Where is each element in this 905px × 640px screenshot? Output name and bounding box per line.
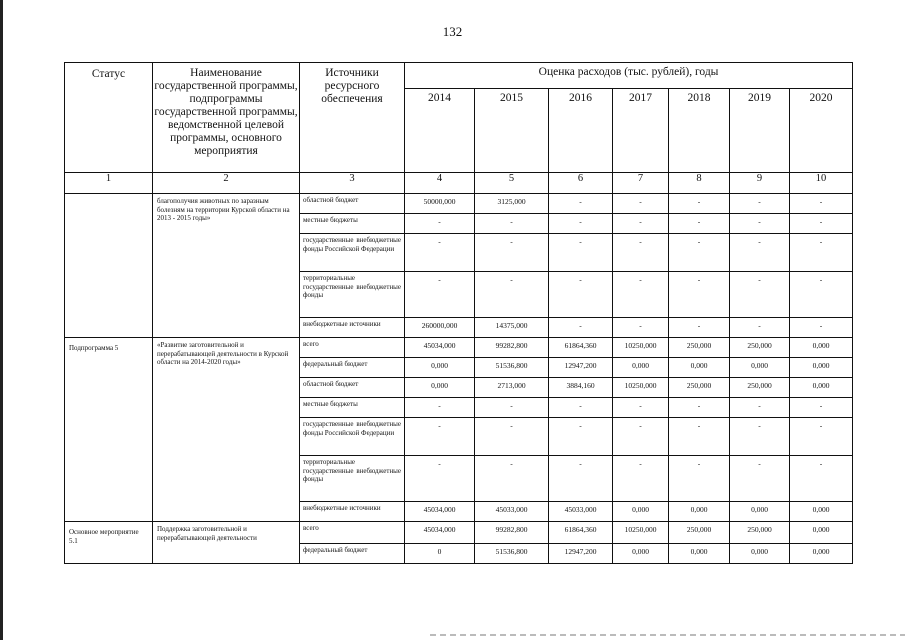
table-row — [65, 194, 853, 214]
value-cell: - — [730, 318, 790, 338]
value-cell: - — [405, 214, 475, 234]
value-cell: 250,000 — [669, 338, 730, 358]
value-cell: 45033,000 — [549, 502, 613, 522]
column-numbers-row — [65, 173, 853, 194]
status-cell — [65, 194, 153, 338]
value-cell: - — [669, 456, 730, 502]
column-number: 10 — [790, 173, 853, 194]
column-number: 2 — [153, 173, 300, 194]
source-cell: местные бюджеты — [300, 214, 405, 234]
program-name-cell: Поддержка заготовительной и перерабатывающей деятельности — [153, 522, 300, 564]
value-cell: - — [790, 418, 853, 456]
value-cell: - — [475, 398, 549, 418]
source-cell: федеральный бюджет — [300, 544, 405, 564]
source-cell: внебюджетные источники — [300, 502, 405, 522]
value-cell: 0,000 — [405, 358, 475, 378]
column-number: 8 — [669, 173, 730, 194]
program-name-cell: «Развитие заготовительной и перерабатывающей деятельности в Курской области на 2014-2020 годы» — [153, 338, 300, 522]
source-cell: территориальные государственные внебюджетные фонды — [300, 456, 405, 502]
column-number: 3 — [300, 173, 405, 194]
source-cell: всего — [300, 522, 405, 544]
value-cell: - — [549, 272, 613, 318]
header-year: 2019 — [730, 89, 790, 173]
value-cell: 45034,000 — [405, 502, 475, 522]
value-cell: - — [790, 234, 853, 272]
value-cell: - — [405, 272, 475, 318]
value-cell: 10250,000 — [613, 338, 669, 358]
header-year: 2018 — [669, 89, 730, 173]
value-cell: - — [790, 272, 853, 318]
value-cell: 14375,000 — [475, 318, 549, 338]
value-cell: - — [549, 214, 613, 234]
value-cell: 250,000 — [730, 378, 790, 398]
value-cell: 3125,000 — [475, 194, 549, 214]
value-cell: - — [475, 418, 549, 456]
source-cell: федеральный бюджет — [300, 358, 405, 378]
value-cell: 12947,200 — [549, 544, 613, 564]
column-number: 1 — [65, 173, 153, 194]
value-cell: 10250,000 — [613, 378, 669, 398]
value-cell: 0,000 — [790, 358, 853, 378]
value-cell: - — [790, 194, 853, 214]
value-cell: - — [475, 234, 549, 272]
scan-artifact-line — [430, 634, 905, 636]
value-cell: 250,000 — [669, 378, 730, 398]
value-cell: - — [730, 214, 790, 234]
source-cell: внебюджетные источники — [300, 318, 405, 338]
header-year: 2016 — [549, 89, 613, 173]
value-cell: - — [613, 456, 669, 502]
value-cell: 12947,200 — [549, 358, 613, 378]
source-cell: территориальные государственные внебюджетные фонды — [300, 272, 405, 318]
value-cell: 0,000 — [730, 358, 790, 378]
status-cell: Основное мероприятие 5.1 — [65, 522, 153, 564]
column-number: 4 — [405, 173, 475, 194]
page-number: 132 — [442, 24, 463, 39]
program-name-cell: благополучия животных по заразным болезням на территории Курской области на 2013 - 2015 годы» — [153, 194, 300, 338]
value-cell: 250,000 — [730, 338, 790, 358]
value-cell: 45033,000 — [475, 502, 549, 522]
header-year: 2015 — [475, 89, 549, 173]
value-cell: 0 — [405, 544, 475, 564]
value-cell: 0,000 — [790, 378, 853, 398]
value-cell: 0,000 — [613, 358, 669, 378]
column-number: 7 — [613, 173, 669, 194]
table-row — [65, 522, 853, 544]
value-cell: - — [730, 194, 790, 214]
source-cell: областной бюджет — [300, 378, 405, 398]
value-cell: 250,000 — [669, 522, 730, 544]
value-cell: - — [613, 234, 669, 272]
value-cell: - — [730, 398, 790, 418]
value-cell: - — [669, 214, 730, 234]
value-cell: 0,000 — [669, 358, 730, 378]
value-cell: 2713,000 — [475, 378, 549, 398]
value-cell: 0,000 — [790, 502, 853, 522]
value-cell: - — [669, 194, 730, 214]
value-cell: - — [730, 418, 790, 456]
value-cell: - — [790, 318, 853, 338]
value-cell: - — [549, 456, 613, 502]
value-cell: 10250,000 — [613, 522, 669, 544]
scan-edge — [0, 0, 3, 640]
value-cell: - — [405, 234, 475, 272]
value-cell: - — [549, 418, 613, 456]
value-cell: - — [475, 214, 549, 234]
value-cell: - — [790, 456, 853, 502]
value-cell: - — [669, 398, 730, 418]
value-cell: - — [613, 272, 669, 318]
value-cell: 0,000 — [730, 502, 790, 522]
value-cell: - — [790, 398, 853, 418]
value-cell: - — [730, 456, 790, 502]
value-cell: - — [613, 194, 669, 214]
header-expenses-group: Оценка расходов (тыс. рублей), годы — [405, 63, 853, 89]
value-cell: 51536,800 — [475, 544, 549, 564]
value-cell: - — [613, 214, 669, 234]
value-cell: - — [549, 234, 613, 272]
value-cell: - — [405, 398, 475, 418]
value-cell: - — [669, 418, 730, 456]
value-cell: - — [549, 398, 613, 418]
source-cell: всего — [300, 338, 405, 358]
status-cell: Подпрограмма 5 — [65, 338, 153, 522]
column-number: 9 — [730, 173, 790, 194]
header-year: 2014 — [405, 89, 475, 173]
source-cell: областной бюджет — [300, 194, 405, 214]
source-cell: местные бюджеты — [300, 398, 405, 418]
value-cell: 0,000 — [613, 502, 669, 522]
source-cell: государственные внебюджетные фонды Российской Федерации — [300, 234, 405, 272]
value-cell: - — [669, 234, 730, 272]
header-sources: Источники ресурсного обеспечения — [300, 63, 405, 173]
header-year: 2020 — [790, 89, 853, 173]
header-program-name: Наименование государственной программы, подпрограммы государственной программы, ведомственной целевой программы, основного мероприятия — [153, 63, 300, 173]
value-cell: - — [475, 456, 549, 502]
value-cell: 61864,360 — [549, 522, 613, 544]
value-cell: - — [613, 398, 669, 418]
column-number: 5 — [475, 173, 549, 194]
value-cell: 45034,000 — [405, 522, 475, 544]
table-row — [65, 338, 853, 358]
value-cell: 250,000 — [730, 522, 790, 544]
value-cell: 45034,000 — [405, 338, 475, 358]
value-cell: - — [790, 214, 853, 234]
value-cell: - — [613, 418, 669, 456]
value-cell: 99282,800 — [475, 338, 549, 358]
value-cell: - — [669, 272, 730, 318]
value-cell: - — [730, 234, 790, 272]
value-cell: - — [730, 272, 790, 318]
table-body — [65, 194, 853, 564]
value-cell: 0,000 — [790, 544, 853, 564]
value-cell: - — [549, 318, 613, 338]
value-cell: 0,000 — [730, 544, 790, 564]
value-cell: 0,000 — [405, 378, 475, 398]
header-year: 2017 — [613, 89, 669, 173]
value-cell: 99282,800 — [475, 522, 549, 544]
value-cell: 0,000 — [669, 502, 730, 522]
value-cell: 0,000 — [790, 338, 853, 358]
value-cell: - — [549, 194, 613, 214]
value-cell: 51536,800 — [475, 358, 549, 378]
value-cell: - — [669, 318, 730, 338]
value-cell: 0,000 — [613, 544, 669, 564]
value-cell: 50000,000 — [405, 194, 475, 214]
value-cell: 0,000 — [669, 544, 730, 564]
budget-table — [64, 62, 853, 564]
value-cell: 3884,160 — [549, 378, 613, 398]
header-status: Статус — [65, 63, 153, 173]
value-cell: 260000,000 — [405, 318, 475, 338]
source-cell: государственные внебюджетные фонды Российской Федерации — [300, 418, 405, 456]
value-cell: 61864,360 — [549, 338, 613, 358]
value-cell: 0,000 — [790, 522, 853, 544]
value-cell: - — [405, 456, 475, 502]
value-cell: - — [405, 418, 475, 456]
value-cell: - — [475, 272, 549, 318]
column-number: 6 — [549, 173, 613, 194]
value-cell: - — [613, 318, 669, 338]
